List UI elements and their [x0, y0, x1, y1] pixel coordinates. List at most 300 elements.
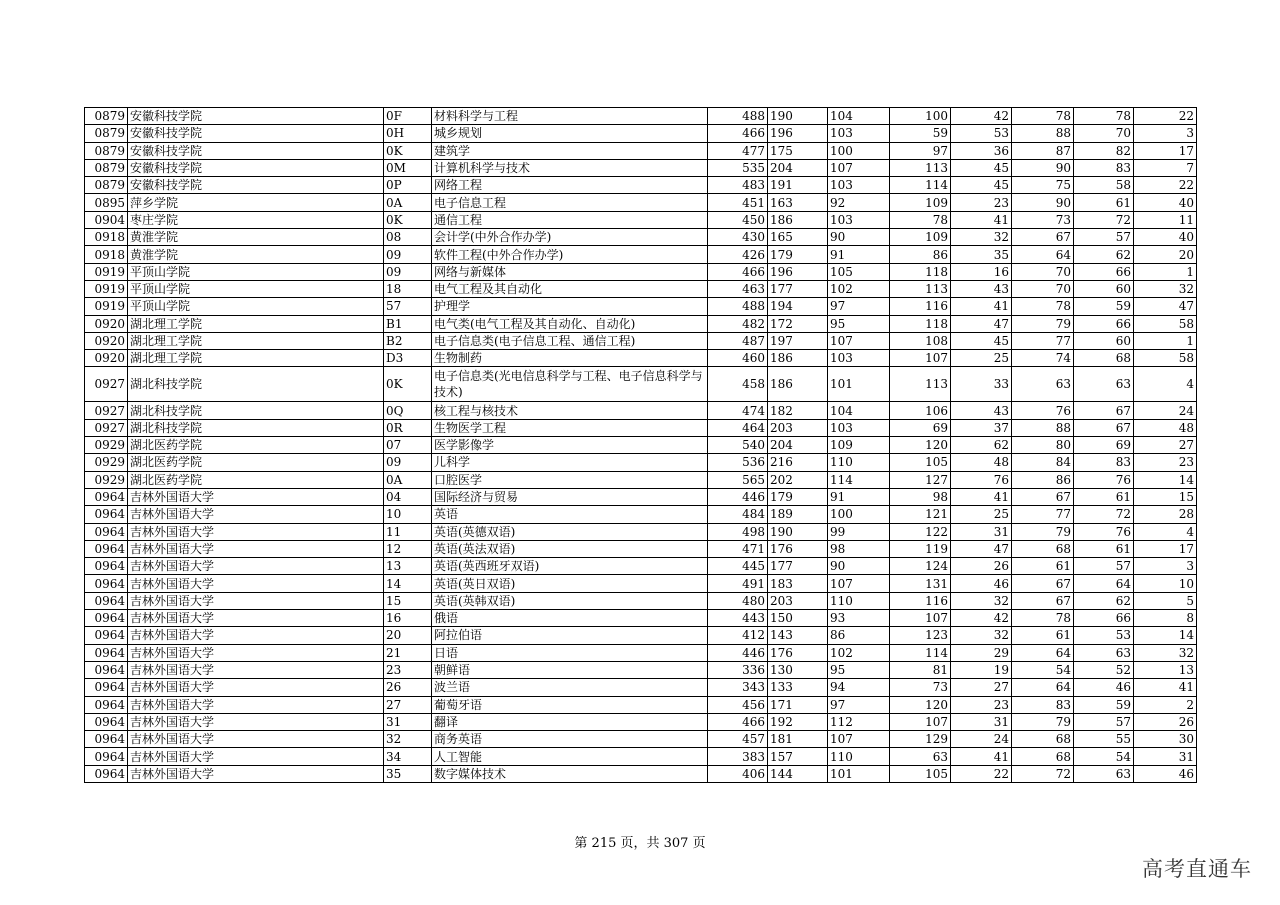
table-cell: 15 — [384, 592, 432, 609]
table-cell: 72 — [1012, 765, 1074, 782]
table-cell: 通信工程 — [432, 211, 708, 228]
table-cell: 457 — [708, 731, 768, 748]
table-cell: 0964 — [85, 731, 128, 748]
table-cell: 62 — [1074, 592, 1134, 609]
table-cell: 69 — [1074, 437, 1134, 454]
table-row — [85, 315, 1197, 332]
table-cell: 196 — [768, 125, 828, 142]
table-cell: 0K — [384, 142, 432, 159]
table-cell: 101 — [828, 765, 890, 782]
table-cell: 31 — [384, 713, 432, 730]
table-cell: 翻译 — [432, 713, 708, 730]
table-cell: 483 — [708, 177, 768, 194]
table-cell: 67 — [1074, 419, 1134, 436]
table-cell: 吉林外国语大学 — [128, 696, 384, 713]
table-cell: 61 — [1074, 540, 1134, 557]
table-cell: 183 — [768, 575, 828, 592]
table-cell: 0920 — [85, 350, 128, 367]
table-cell: 88 — [1012, 125, 1074, 142]
table-cell: 41 — [951, 488, 1012, 505]
table-cell: 59 — [890, 125, 951, 142]
table-cell: 67 — [1074, 402, 1134, 419]
table-cell: 100 — [828, 506, 890, 523]
table-row — [85, 471, 1197, 488]
table-cell: 443 — [708, 610, 768, 627]
table-cell: 26 — [1134, 713, 1197, 730]
table-cell: 电子信息类(电子信息工程、通信工程) — [432, 332, 708, 349]
table-cell: 77 — [1012, 332, 1074, 349]
table-cell: 103 — [828, 350, 890, 367]
table-body — [85, 108, 1197, 783]
table-cell: 29 — [951, 644, 1012, 661]
table-row — [85, 488, 1197, 505]
table-cell: 474 — [708, 402, 768, 419]
table-cell: 21 — [384, 644, 432, 661]
table-cell: 466 — [708, 125, 768, 142]
table-cell: 0920 — [85, 315, 128, 332]
table-cell: 446 — [708, 644, 768, 661]
table-cell: 湖北理工学院 — [128, 332, 384, 349]
table-cell: 62 — [951, 437, 1012, 454]
table-cell: 0A — [384, 194, 432, 211]
table-cell: B2 — [384, 332, 432, 349]
table-cell: 14 — [384, 575, 432, 592]
table-cell: 枣庄学院 — [128, 211, 384, 228]
table-cell: 27 — [951, 679, 1012, 696]
table-row — [85, 367, 1197, 402]
table-cell: 14 — [1134, 471, 1197, 488]
table-cell: 87 — [1012, 142, 1074, 159]
table-cell: 110 — [828, 592, 890, 609]
table-cell: 0920 — [85, 332, 128, 349]
table-cell: 64 — [1074, 575, 1134, 592]
table-cell: 79 — [1012, 315, 1074, 332]
table-cell: 95 — [828, 315, 890, 332]
table-cell: 130 — [768, 661, 828, 678]
table-cell: 吉林外国语大学 — [128, 679, 384, 696]
table-cell: 31 — [1134, 748, 1197, 765]
table-cell: 吉林外国语大学 — [128, 592, 384, 609]
table-row — [85, 627, 1197, 644]
table-cell: 23 — [951, 194, 1012, 211]
table-cell: 0964 — [85, 748, 128, 765]
table-cell: 0A — [384, 471, 432, 488]
table-cell: 黄淮学院 — [128, 229, 384, 246]
table-cell: 平顶山学院 — [128, 298, 384, 315]
table-cell: 32 — [384, 731, 432, 748]
table-cell: 122 — [890, 523, 951, 540]
table-cell: 0964 — [85, 644, 128, 661]
table-cell: 32 — [951, 229, 1012, 246]
table-cell: 203 — [768, 419, 828, 436]
page-footer: 第 215 页，共 307 页 — [574, 836, 706, 851]
table-cell: 466 — [708, 263, 768, 280]
table-cell: 177 — [768, 280, 828, 297]
table-cell: 0918 — [85, 229, 128, 246]
table-cell: 安徽科技学院 — [128, 177, 384, 194]
table-cell: 61 — [1012, 558, 1074, 575]
table-cell: 204 — [768, 159, 828, 176]
table-cell: 2 — [1134, 696, 1197, 713]
table-cell: 73 — [1012, 211, 1074, 228]
table-cell: 91 — [828, 488, 890, 505]
table-cell: 78 — [1012, 108, 1074, 125]
table-cell: 383 — [708, 748, 768, 765]
table-cell: 47 — [951, 315, 1012, 332]
table-cell: 100 — [828, 142, 890, 159]
table-cell: 27 — [1134, 437, 1197, 454]
table-row — [85, 713, 1197, 730]
table-cell: 31 — [951, 713, 1012, 730]
table-cell: 24 — [951, 731, 1012, 748]
table-cell: 116 — [890, 298, 951, 315]
table-cell: 0H — [384, 125, 432, 142]
table-cell: 口腔医学 — [432, 471, 708, 488]
table-cell: 78 — [1074, 108, 1134, 125]
table-cell: 36 — [951, 142, 1012, 159]
table-cell: 182 — [768, 402, 828, 419]
table-row — [85, 298, 1197, 315]
table-cell: 114 — [828, 471, 890, 488]
table-cell: 103 — [828, 211, 890, 228]
table-cell: 88 — [1012, 419, 1074, 436]
table-cell: 吉林外国语大学 — [128, 765, 384, 782]
table-cell: 0929 — [85, 471, 128, 488]
table-cell: 英语(英西班牙双语) — [432, 558, 708, 575]
table-cell: 0964 — [85, 713, 128, 730]
table-cell: 107 — [890, 713, 951, 730]
table-cell: 107 — [828, 575, 890, 592]
table-cell: 68 — [1074, 350, 1134, 367]
table-cell: 0964 — [85, 523, 128, 540]
table-cell: 0879 — [85, 142, 128, 159]
table-cell: 5 — [1134, 592, 1197, 609]
table-cell: 0964 — [85, 765, 128, 782]
table-cell: 27 — [384, 696, 432, 713]
table-cell: 吉林外国语大学 — [128, 558, 384, 575]
table-cell: 商务英语 — [432, 731, 708, 748]
table-cell: 426 — [708, 246, 768, 263]
table-cell: 湖北理工学院 — [128, 315, 384, 332]
table-cell: 30 — [1134, 731, 1197, 748]
table-cell: 79 — [1012, 713, 1074, 730]
table-cell: 66 — [1074, 263, 1134, 280]
table-row — [85, 194, 1197, 211]
table-cell: 0964 — [85, 575, 128, 592]
table-row — [85, 229, 1197, 246]
table-cell: 75 — [1012, 177, 1074, 194]
table-row — [85, 437, 1197, 454]
table-row — [85, 679, 1197, 696]
table-cell: 83 — [1074, 159, 1134, 176]
table-cell: 482 — [708, 315, 768, 332]
table-cell: 材料科学与工程 — [432, 108, 708, 125]
table-cell: 103 — [828, 419, 890, 436]
table-cell: 0964 — [85, 661, 128, 678]
table-cell: 194 — [768, 298, 828, 315]
table-cell: 吉林外国语大学 — [128, 713, 384, 730]
table-cell: 17 — [1134, 540, 1197, 557]
table-cell: 吉林外国语大学 — [128, 661, 384, 678]
table-cell: 76 — [1074, 523, 1134, 540]
table-cell: 23 — [951, 696, 1012, 713]
table-cell: 82 — [1074, 142, 1134, 159]
table-cell: 57 — [1074, 558, 1134, 575]
table-cell: 460 — [708, 350, 768, 367]
table-cell: 23 — [1134, 454, 1197, 471]
table-cell: 90 — [828, 558, 890, 575]
table-cell: 32 — [1134, 280, 1197, 297]
table-cell: 13 — [1134, 661, 1197, 678]
table-cell: 47 — [1134, 298, 1197, 315]
table-cell: 湖北医药学院 — [128, 437, 384, 454]
table-cell: 0904 — [85, 211, 128, 228]
table-cell: 72 — [1074, 506, 1134, 523]
table-cell: 90 — [1012, 194, 1074, 211]
table-cell: 25 — [951, 350, 1012, 367]
table-cell: 09 — [384, 454, 432, 471]
table-cell: 484 — [708, 506, 768, 523]
table-cell: 121 — [890, 506, 951, 523]
table-cell: 64 — [1012, 246, 1074, 263]
table-cell: 网络与新媒体 — [432, 263, 708, 280]
table-cell: 3 — [1134, 125, 1197, 142]
table-cell: 73 — [890, 679, 951, 696]
table-cell: 62 — [1074, 246, 1134, 263]
table-cell: 湖北医药学院 — [128, 454, 384, 471]
table-cell: 0895 — [85, 194, 128, 211]
table-cell: 91 — [828, 246, 890, 263]
table-cell: 电子信息类(光电信息科学与工程、电子信息科学与技术) — [432, 367, 708, 402]
table-cell: 108 — [890, 332, 951, 349]
table-cell: 480 — [708, 592, 768, 609]
table-row — [85, 177, 1197, 194]
table-cell: 172 — [768, 315, 828, 332]
table-cell: 59 — [1074, 696, 1134, 713]
table-cell: 491 — [708, 575, 768, 592]
table-row — [85, 246, 1197, 263]
table-row — [85, 402, 1197, 419]
table-cell: 朝鲜语 — [432, 661, 708, 678]
table-cell: 477 — [708, 142, 768, 159]
table-row — [85, 731, 1197, 748]
table-cell: 97 — [890, 142, 951, 159]
table-cell: 487 — [708, 332, 768, 349]
table-cell: 83 — [1074, 454, 1134, 471]
table-cell: 城乡规划 — [432, 125, 708, 142]
table-cell: 70 — [1074, 125, 1134, 142]
table-cell: 104 — [828, 108, 890, 125]
table-cell: 0Q — [384, 402, 432, 419]
table-cell: 生物制药 — [432, 350, 708, 367]
table-cell: 80 — [1012, 437, 1074, 454]
table-cell: 175 — [768, 142, 828, 159]
table-cell: 102 — [828, 280, 890, 297]
score-table — [84, 107, 1197, 783]
table-cell: 41 — [951, 298, 1012, 315]
table-cell: 10 — [384, 506, 432, 523]
table-cell: 吉林外国语大学 — [128, 627, 384, 644]
table-cell: 18 — [384, 280, 432, 297]
table-cell: 196 — [768, 263, 828, 280]
table-cell: 11 — [1134, 211, 1197, 228]
table-cell: 10 — [1134, 575, 1197, 592]
table-cell: 57 — [1074, 713, 1134, 730]
table-cell: 日语 — [432, 644, 708, 661]
table-cell: 98 — [890, 488, 951, 505]
table-cell: 68 — [1012, 540, 1074, 557]
table-cell: 软件工程(中外合作办学) — [432, 246, 708, 263]
table-cell: 565 — [708, 471, 768, 488]
table-cell: 吉林外国语大学 — [128, 748, 384, 765]
table-cell: 157 — [768, 748, 828, 765]
table-cell: 78 — [1012, 610, 1074, 627]
table-cell: 203 — [768, 592, 828, 609]
table-cell: 113 — [890, 367, 951, 402]
table-cell: 35 — [384, 765, 432, 782]
table-cell: 0964 — [85, 610, 128, 627]
table-cell: 69 — [890, 419, 951, 436]
table-cell: 66 — [1074, 315, 1134, 332]
table-row — [85, 142, 1197, 159]
table-cell: 104 — [828, 402, 890, 419]
table-cell: 68 — [1012, 731, 1074, 748]
table-cell: 540 — [708, 437, 768, 454]
table-cell: 53 — [1074, 627, 1134, 644]
table-row — [85, 263, 1197, 280]
table-cell: 450 — [708, 211, 768, 228]
table-cell: 74 — [1012, 350, 1074, 367]
table-cell: 488 — [708, 108, 768, 125]
table-cell: 46 — [1134, 765, 1197, 782]
table-cell: 07 — [384, 437, 432, 454]
table-cell: 0919 — [85, 298, 128, 315]
table-cell: 77 — [1012, 506, 1074, 523]
table-cell: 113 — [890, 159, 951, 176]
table-cell: 16 — [384, 610, 432, 627]
table-cell: 48 — [1134, 419, 1197, 436]
table-cell: 15 — [1134, 488, 1197, 505]
table-cell: 23 — [384, 661, 432, 678]
table-cell: 1 — [1134, 332, 1197, 349]
table-cell: 67 — [1012, 575, 1074, 592]
table-cell: 0964 — [85, 592, 128, 609]
table-cell: 86 — [1012, 471, 1074, 488]
table-row — [85, 108, 1197, 125]
table-cell: 吉林外国语大学 — [128, 610, 384, 627]
table-cell: 99 — [828, 523, 890, 540]
table-cell: 103 — [828, 125, 890, 142]
table-cell: 61 — [1074, 488, 1134, 505]
table-cell: 118 — [890, 263, 951, 280]
table-cell: 64 — [1012, 644, 1074, 661]
table-cell: 41 — [951, 211, 1012, 228]
table-cell: 04 — [384, 488, 432, 505]
table-row — [85, 540, 1197, 557]
table-cell: 58 — [1134, 315, 1197, 332]
table-cell: 08 — [384, 229, 432, 246]
table-cell: 94 — [828, 679, 890, 696]
table-cell: 116 — [890, 592, 951, 609]
table-cell: 波兰语 — [432, 679, 708, 696]
table-cell: 0927 — [85, 402, 128, 419]
table-row — [85, 454, 1197, 471]
table-cell: 131 — [890, 575, 951, 592]
table-cell: 458 — [708, 367, 768, 402]
table-cell: 英语(英日双语) — [432, 575, 708, 592]
table-cell: 48 — [951, 454, 1012, 471]
table-cell: 109 — [890, 229, 951, 246]
table-cell: 0964 — [85, 540, 128, 557]
table-cell: 0964 — [85, 558, 128, 575]
table-cell: 3 — [1134, 558, 1197, 575]
table-cell: 11 — [384, 523, 432, 540]
table-row — [85, 332, 1197, 349]
table-cell: 63 — [1074, 367, 1134, 402]
table-cell: 32 — [951, 627, 1012, 644]
table-row — [85, 696, 1197, 713]
table-cell: 68 — [1012, 748, 1074, 765]
table-row — [85, 350, 1197, 367]
table-row — [85, 211, 1197, 228]
table-cell: 110 — [828, 454, 890, 471]
table-cell: 144 — [768, 765, 828, 782]
table-cell: 76 — [951, 471, 1012, 488]
table-cell: 103 — [828, 177, 890, 194]
table-row — [85, 765, 1197, 782]
table-cell: 54 — [1074, 748, 1134, 765]
table-cell: 0919 — [85, 263, 128, 280]
table-cell: 70 — [1012, 280, 1074, 297]
table-cell: 59 — [1074, 298, 1134, 315]
table-cell: 吉林外国语大学 — [128, 644, 384, 661]
table-cell: 97 — [828, 696, 890, 713]
table-cell: 儿科学 — [432, 454, 708, 471]
table-cell: 107 — [828, 332, 890, 349]
table-cell: 22 — [1134, 177, 1197, 194]
table-cell: 343 — [708, 679, 768, 696]
table-cell: 40 — [1134, 194, 1197, 211]
table-cell: 0P — [384, 177, 432, 194]
table-cell: 93 — [828, 610, 890, 627]
table-cell: 92 — [828, 194, 890, 211]
table-cell: 37 — [951, 419, 1012, 436]
table-cell: 平顶山学院 — [128, 263, 384, 280]
table-cell: 109 — [890, 194, 951, 211]
table-row — [85, 644, 1197, 661]
table-cell: 86 — [828, 627, 890, 644]
table-cell: 78 — [1012, 298, 1074, 315]
table-cell: 26 — [384, 679, 432, 696]
table-cell: 100 — [890, 108, 951, 125]
table-cell: 湖北科技学院 — [128, 419, 384, 436]
table-cell: D3 — [384, 350, 432, 367]
table-cell: 0964 — [85, 679, 128, 696]
table-cell: 葡萄牙语 — [432, 696, 708, 713]
table-cell: 45 — [951, 177, 1012, 194]
table-cell: 150 — [768, 610, 828, 627]
table-cell: 0919 — [85, 280, 128, 297]
table-cell: 176 — [768, 540, 828, 557]
table-cell: 1 — [1134, 263, 1197, 280]
table-row — [85, 661, 1197, 678]
table-cell: B1 — [384, 315, 432, 332]
table-cell: 181 — [768, 731, 828, 748]
table-cell: 网络工程 — [432, 177, 708, 194]
table-cell: 488 — [708, 298, 768, 315]
table-cell: 0K — [384, 211, 432, 228]
table-cell: 萍乡学院 — [128, 194, 384, 211]
